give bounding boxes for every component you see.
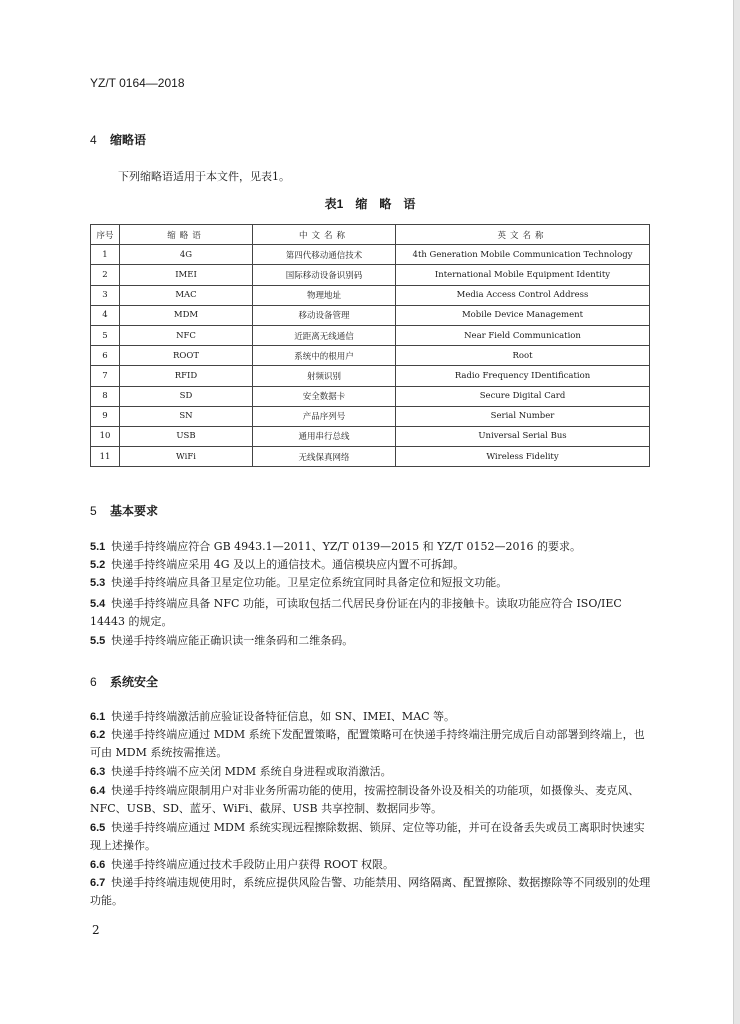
section-6-heading [90,673,158,690]
table-cell: 无线保真网络 [253,447,396,467]
table-row [91,386,650,406]
table-cell: Media Access Control Address [396,285,650,305]
table-cell: 射频识别 [253,366,396,386]
clause [90,819,652,854]
table-cell: 通用串行总线 [253,426,396,446]
header-cell: 缩略语 [120,225,253,245]
clause-number: 6.3 [90,766,106,778]
clause [90,538,652,556]
table-cell: 国际移动设备识别码 [253,265,396,285]
table-cell: SD [120,386,253,406]
table-cell: Root [396,346,650,366]
table-row [91,346,650,366]
clause [90,708,652,726]
table-cell: USB [120,426,253,446]
table-row [91,447,650,467]
clause-text: 快递手持终端应具备 NFC 功能，可读取包括二代居民身份证在内的非接触卡。读取功能应符合 ISO/IEC 14443 的规定。 [90,597,622,628]
table-cell: 5 [91,325,120,345]
clause-text: 快递手持终端应通过技术手段防止用户获得 ROOT 权限。 [111,858,394,871]
section-4-intro: 下列缩略语适用于本文件，见表1。 [118,170,290,183]
standard-code: YZ/T 0164—2018 [90,76,185,90]
table-cell: Serial Number [396,406,650,426]
clause-text: 快递手持终端应具备卫星定位功能。卫星定位系统宜同时具备定位和短报文功能。 [111,576,508,589]
table-cell: 系统中的根用户 [253,346,396,366]
table-cell: 第四代移动通信技术 [253,245,396,265]
table-cell: 10 [91,426,120,446]
clause-number: 5.5 [90,635,106,647]
table-row [91,245,650,265]
clause-number: 6.2 [90,729,106,741]
table-caption: 表1 缩 略 语 [324,197,416,211]
table-cell: 7 [91,366,120,386]
table-cell: RFID [120,366,253,386]
header-cell: 英文名称 [396,225,650,245]
clause-number: 6.4 [90,785,106,797]
clause-number: 6.1 [90,711,106,723]
clause-number: 6.5 [90,822,106,834]
clause-text: 快递手持终端激活前应验证设备特征信息，如 SN、IMEI、MAC 等。 [111,710,456,723]
header-cell: 中文名称 [253,225,396,245]
clause [90,874,652,909]
clause-text: 快递手持终端应通过 MDM 系统实现远程擦除数据、锁屏、定位等功能，并可在设备丢失或员工离职时快速实现上述操作。 [90,821,645,852]
clause [90,763,652,781]
clause-text: 快递手持终端违规使用时，系统应提供风险告警、功能禁用、网络隔离、配置擦除、数据擦除等不同级别的处理功能。 [90,876,651,907]
table-cell: 2 [91,265,120,285]
clause [90,782,652,817]
page-number: 2 [92,923,100,937]
clause-number: 5.1 [90,541,106,553]
table-cell: 6 [91,346,120,366]
table-header-row [91,225,650,245]
table-cell: 移动设备管理 [253,305,396,325]
table-row [91,426,650,446]
table-cell: WiFi [120,447,253,467]
page-edge-shadow [733,0,740,1024]
clause [90,726,652,761]
table-cell: IMEI [120,265,253,285]
clause-text: 快递手持终端应通过 MDM 系统下发配置策略，配置策略可在快递手持终端注册完成后自动部署到终端上，也可由 MDM 系统按需推送。 [90,728,645,759]
table-cell: 产品序列号 [253,406,396,426]
table-cell: Near Field Communication [396,325,650,345]
table-cell: MDM [120,305,253,325]
table-cell: NFC [120,325,253,345]
table-cell: 1 [91,245,120,265]
clause [90,556,652,574]
clause-text: 快递手持终端不应关闭 MDM 系统自身进程或取消激活。 [111,765,392,778]
table-row [91,406,650,426]
table-cell: 安全数据卡 [253,386,396,406]
table-cell: 近距离无线通信 [253,325,396,345]
table-cell: 11 [91,447,120,467]
section-number: 4 [90,133,97,147]
clause-number: 6.7 [90,877,106,889]
section-number: 6 [90,675,97,689]
table-cell: ROOT [120,346,253,366]
clause-text: 快递手持终端应采用 4G 及以上的通信技术。通信模块应内置不可拆卸。 [111,558,465,571]
header-cell: 序号 [91,225,120,245]
section-number: 5 [90,504,97,518]
table-cell: SN [120,406,253,426]
clause [90,856,652,874]
clause-text: 快递手持终端应能正确识读一维条码和二维条码。 [111,634,354,647]
section-4-heading [90,131,146,148]
table-cell: MAC [120,285,253,305]
clause [90,632,652,650]
abbreviation-table [90,224,650,467]
section-5-heading [90,502,158,519]
clause-text: 快递手持终端应限制用户对非业务所需功能的使用，按需控制设备外设及相关的功能项，如摄像头、麦克风、NFC、USB、SD、蓝牙、WiFi、截屏、USB 共享控制、数据同步等。 [90,784,640,815]
table-cell: International Mobile Equipment Identity [396,265,650,285]
clause [90,574,652,592]
clause-number: 6.6 [90,859,106,871]
table-row [91,325,650,345]
clause-number: 5.4 [90,598,106,610]
table-cell: Wireless Fidelity [396,447,650,467]
table-row [91,285,650,305]
table-cell: 4th Generation Mobile Communication Technology [396,245,650,265]
clause-number: 5.2 [90,559,106,571]
table-cell: 3 [91,285,120,305]
section-title: 系统安全 [110,675,159,689]
clause [90,595,652,630]
table-cell: Secure Digital Card [396,386,650,406]
table-cell: 4G [120,245,253,265]
table-row [91,366,650,386]
clause-number: 5.3 [90,577,106,589]
section-title: 缩略语 [110,133,147,147]
table-cell: Radio Frequency IDentification [396,366,650,386]
table-row [91,305,650,325]
table-row [91,265,650,285]
table-cell: Mobile Device Management [396,305,650,325]
table-cell: 4 [91,305,120,325]
table-cell: 8 [91,386,120,406]
section-title: 基本要求 [110,504,159,518]
table-cell: Universal Serial Bus [396,426,650,446]
table-cell: 物理地址 [253,285,396,305]
table-cell: 9 [91,406,120,426]
clause-text: 快递手持终端应符合 GB 4943.1—2011、YZ/T 0139—2015 和 YZ/T 0152—2016 的要求。 [111,540,581,553]
